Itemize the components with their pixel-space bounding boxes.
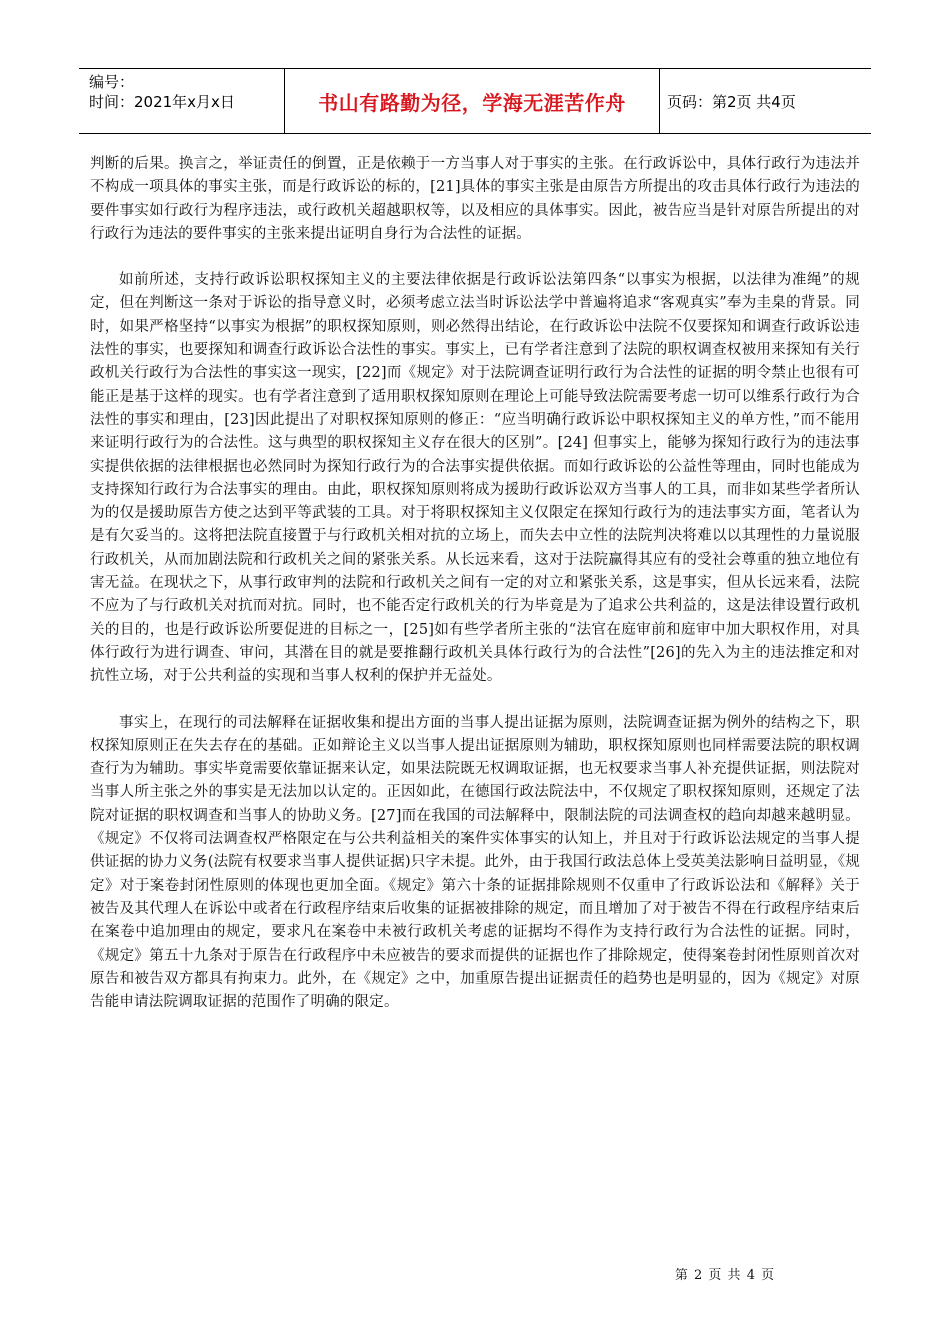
document-body xyxy=(90,153,860,1014)
body-paragraph: 如前所述，支持行政诉讼职权探知主义的主要法律依据是行政诉讼法第四条“以事实为根据，以法律为准绳”的规定，但在判断这一条对于诉讼的指导意义时，必须考虑立法当时诉讼法学中普遍将追求“客观真实”奉为圭臬的背景。同时，如果严格坚持“以事实为根据”的职权探知原则，则必然得出结论，在行政诉讼中法院不仅要探知和调查行政诉讼违法性的事实，也要探知和调查行政诉讼合法性的事实。事实上，已有学者注意到了法院的职权调查权被用来探知有关行政机关行政行为合法性的事实这一现实，[22]而《规定》对于法院调查证明行政行为合法性的证据的明令禁止也很有可能正是基于这样的现实。也有学者注意到了适用职权探知原则在理论上可能导致法院需要考虑一切可以维系行政行为合法性的事实和理由，[23]因此提出了对职权探知原则的修正：“应当明确行政诉讼中职权探知主义的单方性，”而不能用来证明行政行为的合法性。这与典型的职权探知主义存在很大的区别”。[24] 但事实上，能够为探知行政行为的违法事实提供依据的法律根据也必然同时为探知行政行为的合法事实提供依据。而如行政诉讼的公益性等理由，同时也能成为支持探知行政行为合法事实的理由。由此，职权探知原则将成为援助行政诉讼双方当事人的工具，而非如某些学者所认为的仅是援助原告方使之达到平等武装的工具。对于将职权探知主义仅限定在探知行政行为的违法事实方面，笔者认为是有欠妥当的。这将把法院直接置于与行政机关相对抗的立场上，而失去中立性的法院判决将难以以其理性的力量说服行政机关，从而加剧法院和行政机关之间的紧张关系。从长远来看，这对于法院赢得其应有的受社会尊重的独立地位有害无益。在现状之下，从事行政审判的法院和行政机关之间有一定的对立和紧张关系，这是事实，但从长远来看，法院不应为了与行政机关对抗而对抗。同时，也不能否定行政机关的行为毕竟是为了追求公共利益的，这是法律设置行政机关的目的，也是行政诉讼所要促进的目标之一，[25]如有些学者所主张的“法官在庭审前和庭审中加大职权作用，对具体行政行为进行调查、审问，其潜在目的就是要推翻行政机关具体行政行为的合法性”[26]的先入为主的违法推定和对抗性立场，对于公共利益的实现和当事人权利的保护并无益处。 xyxy=(90,272,860,685)
document-header xyxy=(79,68,871,134)
header-meta xyxy=(89,72,283,112)
header-bottom-rule xyxy=(79,133,871,134)
header-page-number: 页码：第2页 共4页 xyxy=(667,92,796,111)
document-number-label: 编号： xyxy=(89,73,135,91)
header-motto: 书山有路勤为径，学海无涯苦作舟 xyxy=(318,90,626,115)
body-paragraph: 事实上，在现行的司法解释在证据收集和提出方面的当事人提出证据为原则，法院调查证据为例外的结构之下，职权探知原则正在失去存在的基础。正如辩论主义以当事人提出证据原则为辅助，职权探知原则也同样需要法院的职权调查行为为辅助。事实毕竟需要依靠证据来认定，如果法院既无权调取证据，也无权要求当事人补充提供证据，则法院对当事人所主张之外的事实是无法加以认定的。正因如此，在德国行政法院法中，不仅规定了职权探知原则，还规定了法院对证据的职权调查和当事人的协助义务。[27]而在我国的司法解释中，限制法院的司法调查权的趋向却越来越明显。《规定》不仅将司法调查权严格限定在与公共利益相关的案件实体事实的认知上，并且对于行政诉讼法规定的当事人提供证据的协力义务(法院有权要求当事人提供证据)只字未提。此外，由于我国行政法总体上受英美法影响日益明显，《规定》对于案卷封闭性原则的体现也更加全面。《规定》第六十条的证据排除规则不仅重申了行政诉讼法和《解释》关于被告及其代理人在诉讼中或者在行政程序结束后收集的证据被排除的规定，而且增加了对于被告不得在行政程序结束后在案卷中追加理由的规定，要求凡在案卷中未被行政机关考虑的证据均不得作为支持行政行为合法性的证据。同时，《规定》第五十九条对于原告在行政程序中未应被告的要求而提供的证据也作了排除规定，使得案卷封闭性原则首次对原告和被告双方都具有拘束力。此外，在《规定》之中，加重原告提出证据责任的趋势也是明显的，因为《规定》对原告能申请法院调取证据的范围作了明确的限定。 xyxy=(90,714,860,1011)
body-paragraph: 判断的后果。换言之，举证责任的倒置，正是依赖于一方当事人对于事实的主张。在行政诉讼中，具体行政行为违法并不构成一项具体的事实主张，而是行政诉讼的标的，[21]具体的事实主张是由原告方所提出的攻击具体行政行为违法的要件事实如行政行为程序违法，或行政机关超越职权等，以及相应的具体事实。因此，被告应当是针对原告所提出的对行政行为违法的要件事实的主张来提出证明自身行为合法性的证据。 xyxy=(90,156,860,242)
footer-page-number: 第 2 页 共 4 页 xyxy=(674,1268,776,1283)
page-footer xyxy=(0,1264,950,1283)
document-time-label: 时间：2021年x月x日 xyxy=(89,93,235,111)
header-divider xyxy=(659,69,660,133)
